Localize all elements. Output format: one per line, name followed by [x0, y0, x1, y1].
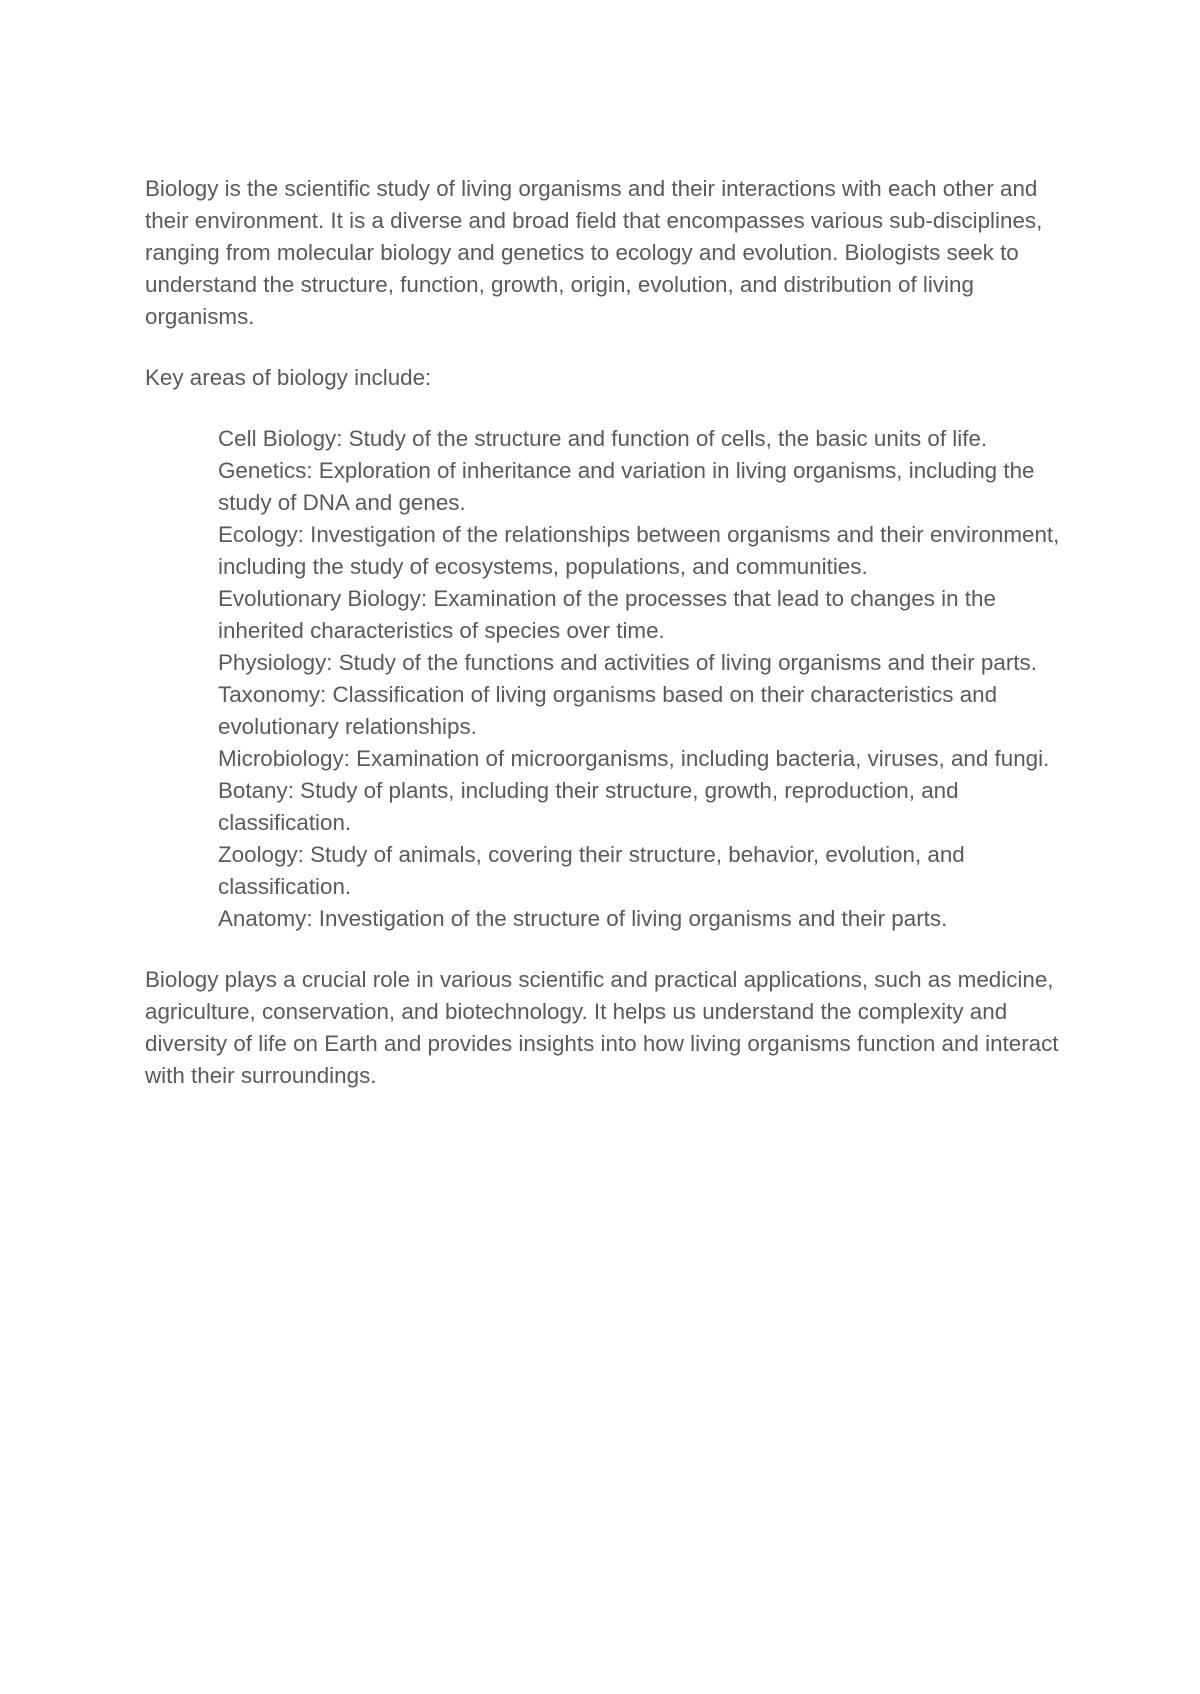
intro-paragraph: Biology is the scientific study of living organisms and their interactions with each other and their environment. It is a diverse and broad field that encompasses various sub-disciplines, ranging from molecular biology and genetics to ecology and evolution. Biologists seek to understand the structure, function, growth, origin, evolution, and distribution of living organisms. [145, 176, 1043, 329]
list-item-taxonomy: Taxonomy: Classification of living organisms based on their characteristics and evolutionary relationships. [218, 682, 998, 739]
list-item-physiology: Physiology: Study of the functions and activities of living organisms and their parts. [218, 650, 1037, 675]
document-body [145, 173, 1065, 1092]
list-item-ecology: Ecology: Investigation of the relationships between organisms and their environment, including the study of ecosystems, populations, and communities. [218, 522, 1060, 579]
list-item-zoology: Zoology: Study of animals, covering their structure, behavior, evolution, and classification. [218, 842, 965, 899]
list-item-genetics: Genetics: Exploration of inheritance and variation in living organisms, including the study of DNA and genes. [218, 458, 1035, 515]
list-item-anatomy: Anatomy: Investigation of the structure of living organisms and their parts. [218, 906, 948, 931]
list-item-microbiology: Microbiology: Examination of microorganisms, including bacteria, viruses, and fungi. [218, 746, 1050, 771]
list-lead: Key areas of biology include: [145, 365, 432, 390]
biology-areas-list [145, 423, 1065, 935]
list-item-cell-biology: Cell Biology: Study of the structure and function of cells, the basic units of life. [218, 426, 988, 451]
conclusion-paragraph: Biology plays a crucial role in various scientific and practical applications, such as medicine, agriculture, conservation, and biotechnology. It helps us understand the complexity and diversity of life on Earth and provides insights into how living organisms function and interact with their surroundings. [145, 967, 1059, 1088]
list-item-botany: Botany: Study of plants, including their structure, growth, reproduction, and classification. [218, 778, 959, 835]
list-item-evolutionary-biology: Evolutionary Biology: Examination of the processes that lead to changes in the inherited characteristics of species over time. [218, 586, 996, 643]
